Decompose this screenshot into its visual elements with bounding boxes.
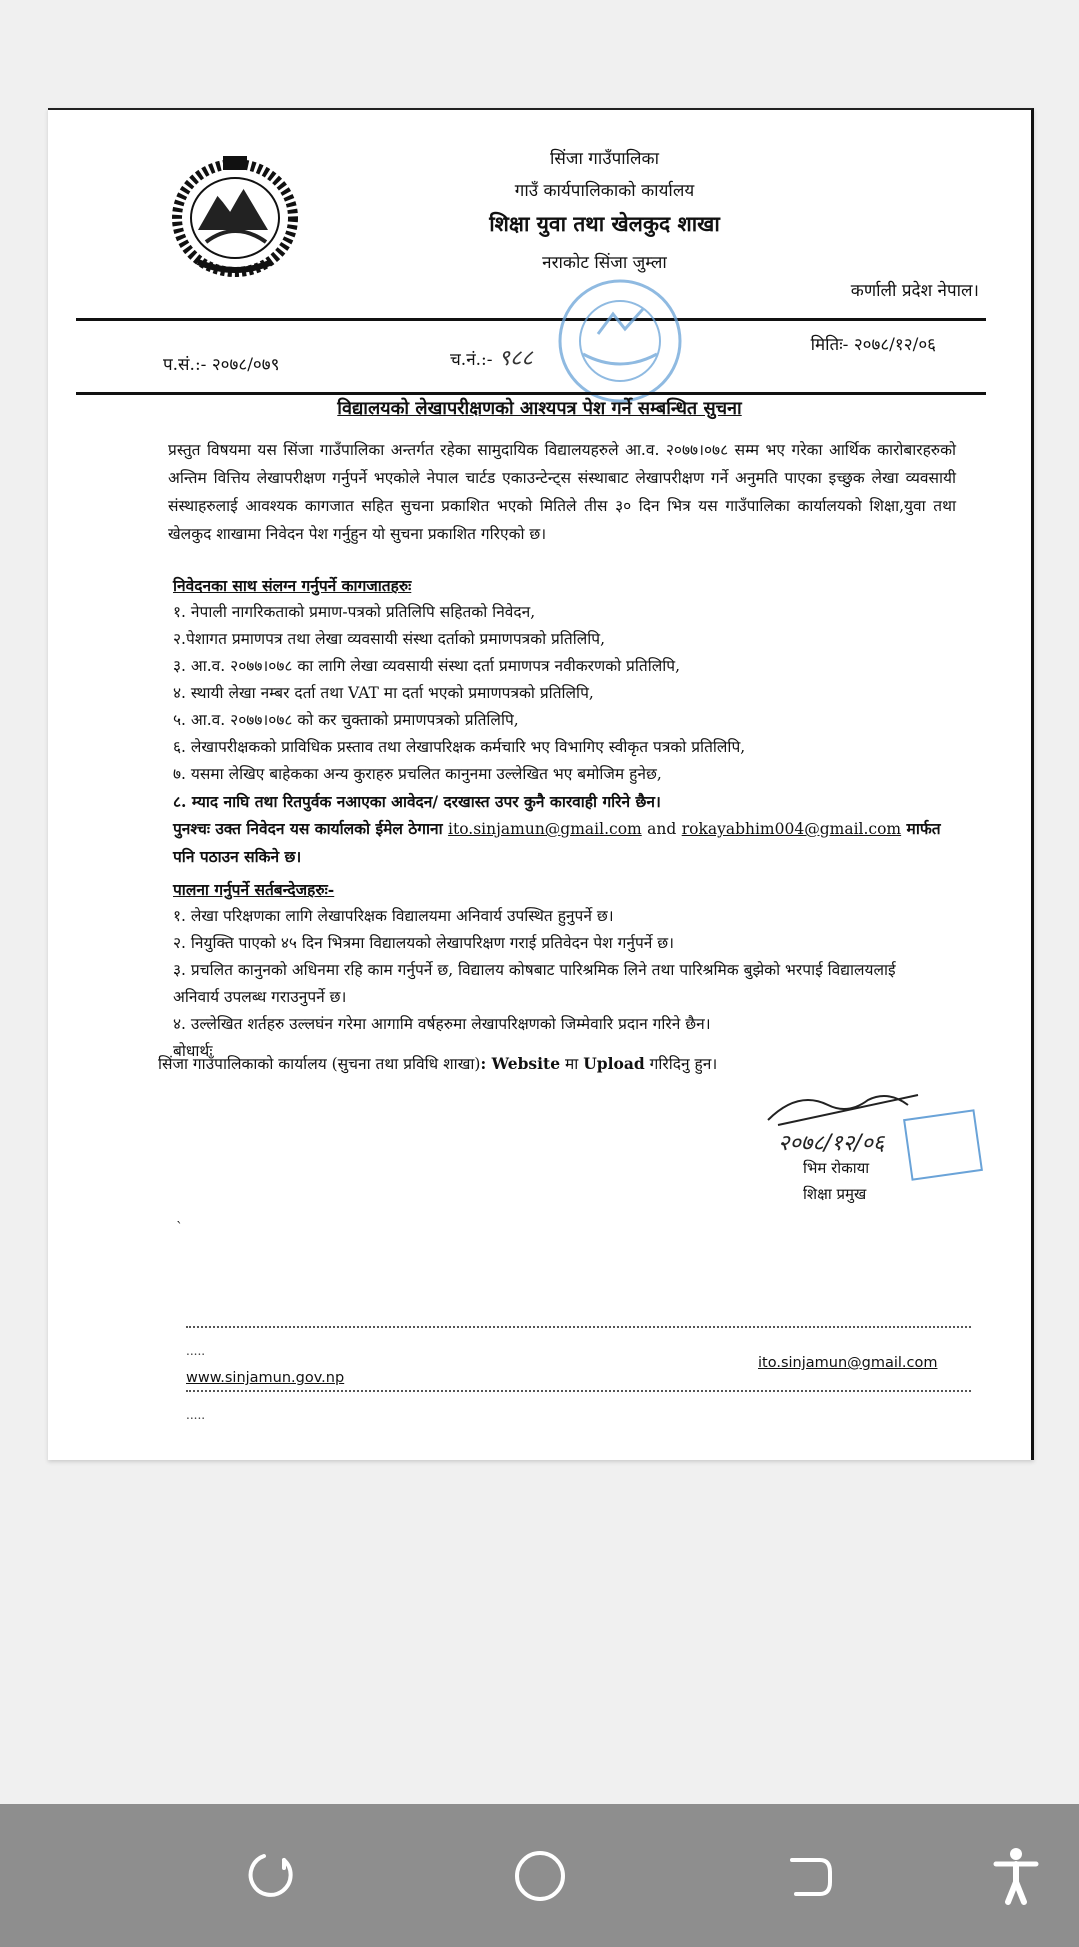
list-item: २. नियुक्ति पाएको ४५ दिन भित्रमा विद्यालयको लेखापरिक्षण गराई प्रतिवेदन पेश गर्नुपर्ने छ। xyxy=(173,934,675,952)
cc-prefix: सिंजा गाउँपालिकाको कार्यालय (सुचना तथा प्रविधि शाखा) xyxy=(158,1055,481,1073)
notice-document xyxy=(48,108,1034,1460)
postscript-suffix: मार्फत xyxy=(906,819,941,838)
cc-suffix: गरिदिनु हुन। xyxy=(649,1055,718,1073)
list-item: ५. आ.व. २०७७।०७८ को कर चुक्ताको प्रमाणपत्रको प्रतिलिपि, xyxy=(173,711,519,729)
list-item: २.पेशागत प्रमाणपत्र तथा लेखा व्यवसायी संस्था दर्ताको प्रमाणपत्रको प्रतिलिपि, xyxy=(173,630,605,648)
header-line-3: शिक्षा युवा तथा खेलकुद शाखा xyxy=(489,211,720,236)
signatory-title: शिक्षा प्रमुख xyxy=(803,1185,867,1203)
footer-dots-1: ..... xyxy=(186,1344,206,1358)
list-item: अनिवार्य उपलब्ध गराउनुपर्ने छ। xyxy=(173,988,347,1006)
email-link-ito[interactable]: ito.sinjamun@gmail.com xyxy=(448,820,642,838)
signatory xyxy=(803,1155,869,1207)
list-item: ७. यसमा लेखिए बाहेकका अन्य कुराहरु प्रचलित कानुनमा उल्लेखित भए बमोजिम हुनेछ, xyxy=(173,765,662,783)
footer-dots-2: ..... xyxy=(186,1408,206,1422)
postscript-line xyxy=(173,815,961,843)
home-button[interactable] xyxy=(468,1804,611,1947)
postscript-line-2: पनि पठाउन सकिने छ। xyxy=(173,847,302,866)
documents-heading: निवेदनका साथ संलग्न गर्नुपर्ने कागजातहरुः xyxy=(173,576,412,595)
cc-text xyxy=(158,1050,961,1078)
cc-mid: मा xyxy=(565,1055,579,1073)
system-navigation-bar xyxy=(0,1804,1079,1947)
office-stamp-icon xyxy=(553,274,688,409)
dispatch-label: च.नं.:- xyxy=(450,350,493,370)
list-item: ४. स्थायी लेखा नम्बर दर्ता तथा VAT मा दर्ता भएको प्रमाणपत्रको प्रतिलिपि, xyxy=(173,684,594,702)
footer-divider xyxy=(186,1326,971,1328)
list-item: १. लेखा परिक्षणका लागि लेखापरिक्षक विद्यालयमा अनिवार्य उपस्थित हुनुपर्ने छ। xyxy=(173,907,614,925)
cc-label: बोधार्थः xyxy=(173,1042,213,1060)
recent-apps-button[interactable] xyxy=(198,1804,341,1947)
list-item: ४. उल्लेखित शर्तहरु उल्लघंन गरेमा आगामि वर्षहरुमा लेखापरिक्षणको जिम्मेवारि प्रदान गरिने छैन। xyxy=(173,1015,711,1033)
header-line-4: नराकोट सिंजा जुम्ला xyxy=(542,253,667,273)
list-item: ८. म्याद नाघि तथा रितपुर्वक नआएका आवेदन/ दरखास्त उपर कुनै कारवाही गरिने छैन। xyxy=(173,792,661,811)
signature-date: २०७८/१२/०६ xyxy=(778,1131,885,1156)
header-rule-bottom xyxy=(76,392,986,395)
recent-apps-icon xyxy=(244,1850,296,1902)
accessibility-icon xyxy=(991,1846,1041,1906)
and-text: and xyxy=(647,820,677,838)
reference-number: प.सं.:- २०७८/०७९ xyxy=(163,355,280,375)
cc-website: : Website xyxy=(480,1054,561,1073)
home-icon xyxy=(512,1848,568,1904)
province-text: कर्णाली प्रदेश नेपाल। xyxy=(850,281,979,301)
dispatch-number xyxy=(450,342,533,372)
footer-email[interactable]: ito.sinjamun@gmail.com xyxy=(758,1355,938,1371)
dispatch-value: ९८८ xyxy=(498,346,533,371)
email-link-rokaya[interactable]: rokayabhim004@gmail.com xyxy=(681,820,902,838)
stray-mark: ` xyxy=(176,1220,183,1236)
header-line-1: सिंजा गाउँपालिका xyxy=(549,149,660,169)
cc-upload: Upload xyxy=(583,1054,645,1073)
conditions-list xyxy=(173,876,961,1065)
back-button[interactable] xyxy=(738,1804,881,1947)
cc-line xyxy=(158,1050,961,1078)
accessibility-button[interactable] xyxy=(944,1804,1079,1947)
list-item: ६. लेखापरीक्षकको प्राविधिक प्रस्ताव तथा लेखापरिक्षक कर्मचारि भए विभागिए स्वीकृत पत्रको प्रतिलिपि, xyxy=(173,738,746,756)
footer-website[interactable]: www.sinjamun.gov.np xyxy=(186,1370,345,1386)
subject-heading: विद्यालयको लेखापरीक्षणको आश्यपत्र पेश गर्ने सम्बन्धित सुचना xyxy=(337,398,742,419)
date-text: मितिः- २०७८/१२/०६ xyxy=(810,335,936,355)
documents-list xyxy=(173,572,961,870)
list-item: १. नेपाली नागरिकताको प्रमाण-पत्रको प्रतिलिपि सहितको निवेदन, xyxy=(173,603,536,621)
signature-icon xyxy=(758,1080,988,1190)
signatory-name: भिम रोकाया xyxy=(803,1159,870,1177)
back-icon xyxy=(784,1850,836,1902)
list-item: ३. आ.व. २०७७।०७८ का लागि लेखा व्यवसायी संस्था दर्ता प्रमाणपत्र नवीकरणको प्रतिलिपि, xyxy=(173,657,680,675)
conditions-heading: पालना गर्नुपर्ने सर्तबन्देजहरुः- xyxy=(173,880,335,899)
header-rule-top xyxy=(76,318,986,321)
footer-divider xyxy=(186,1390,971,1392)
body-paragraph: प्रस्तुत विषयमा यस सिंजा गाउँपालिका अन्तर्गत रहेका सामुदायिक विद्यालयहरुले आ.व. २०७७।०७८ सम्म भए गरेका आर्थिक कारोबारहरुको अन्तिम वित्तिय लेखापरीक्षण गर्नुपर्ने भएकोले नेपाल चार्टड एकाउन्टेन्ट्स संस्थाबाट लेखापरीक्षण गर्ने अनुमति पाएका इच्छुक लेखा व्यवसायी संस्थाहरुलाई आवश्यक कागजात सहित सुचना प्रकाशित भएको मितिले तीस ३० दिन भित्र यस गाउँपालिका कार्यालयको शिक्षा,युवा तथा खेलकुद शाखामा निवेदन पेश गर्नुहुन यो सुचना प्रकाशित गरिएको छ। xyxy=(168,441,956,543)
header-line-2: गाउँ कार्यपालिकाको कार्यालय xyxy=(514,181,695,201)
list-item: ३. प्रचलित कानुनको अधिनमा रहि काम गर्नुपर्ने छ, विद्यालय कोषबाट पारिश्रमिक लिने तथा पारिश्रमिक बुझेको भरपाई विद्यालयलाई xyxy=(173,961,896,979)
postscript-prefix: पुनश्चः उक्त निवेदन यस कार्यालको ईमेल ठेगाना xyxy=(173,819,443,838)
